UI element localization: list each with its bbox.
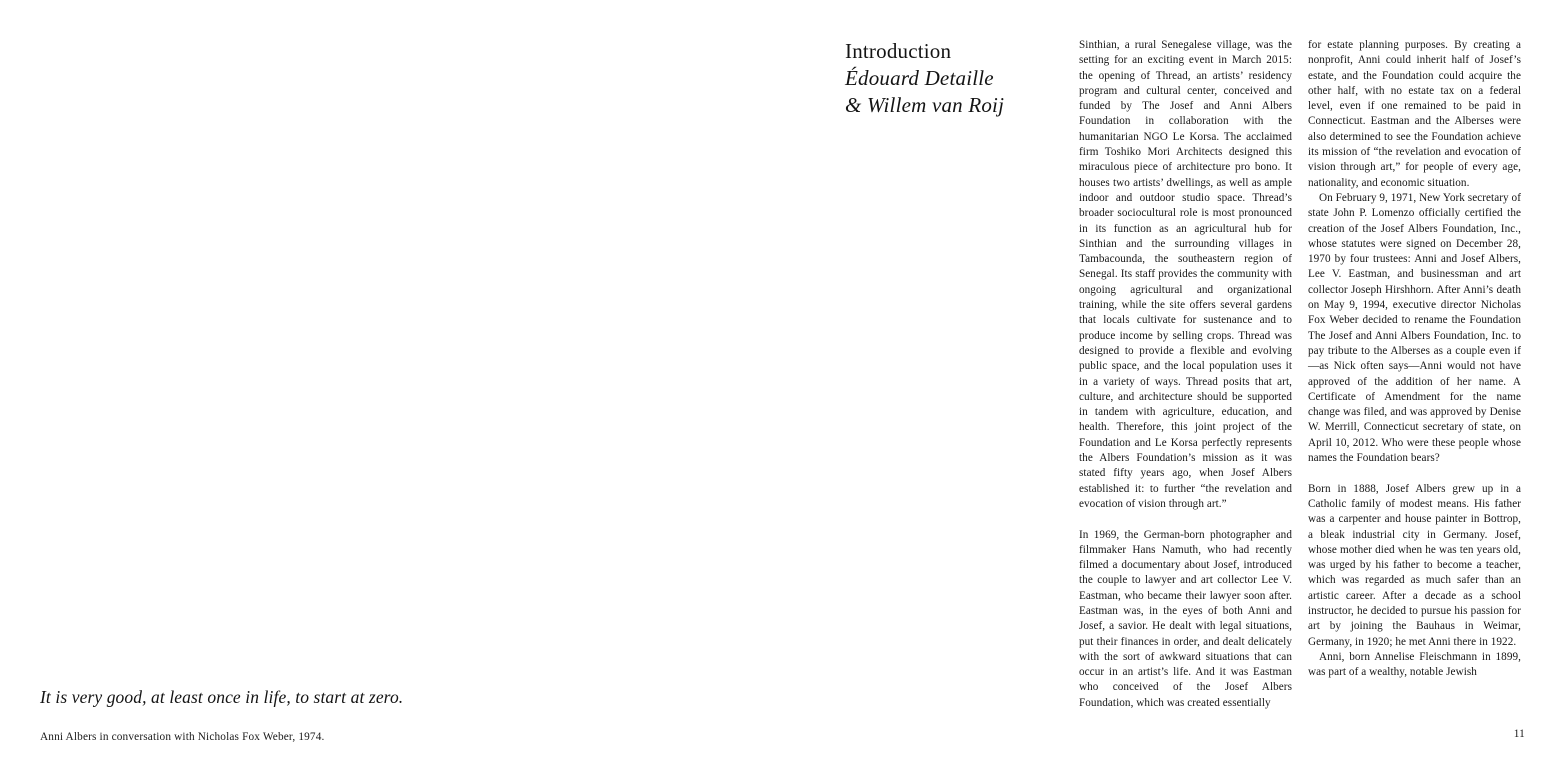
author-line-2: & Willem van Roij [845,92,1005,117]
author-line-1: Édouard Detaille [845,65,994,90]
text-column-2 [1308,38,1521,680]
paragraph: In 1969, the German-born photographer and filmmaker Hans Namuth, who had recently filmed a documentary about Josef, introduced the couple to lawyer and art collector Lee V. Eastman, who became their lawyer soon after. Eastman was, in the eyes of both Anni and Josef, a savior. He dealt with legal situations, put their finances in order, and dealt delicately with the sort of awkward situations that can occur in an artist’s life. And it was Eastman who conceived of the Josef Albers Foundation, which was created essentially [1079,528,1292,709]
page-title: Introduction [845,39,952,63]
paragraph: On February 9, 1971, New York secretary of state John P. Lomenzo officially certified the creation of the Josef Albers Foundation, Inc., whose statutes were signed on December 28, 1970 by four trustees: Anni and Josef Albers, Lee V. Eastman, and businessman and art collector Joseph Hirshhorn. After Anni’s death on May 9, 1994, executive director Nicholas Fox Weber decided to rename the Foundation The Josef and Anni Albers Foundation, Inc. to pay tribute to the Alberses as a couple even if—as Nick often says—Anni would not have approved of the addition of her name. A Certificate of Amendment for the name change was filed, and was approved by Denise W. Merrill, Connecticut secretary of state, on April 10, 2012. Who were these people whose names the Foundation bears? [1308,191,1521,465]
chapter-heading [845,38,1060,119]
paragraph: Sinthian, a rural Senegalese village, was the setting for an exciting event in March 2015: the opening of Thread, an artists’ residency program and cultural center, conceived and funded by The Josef and Anni Albers Foundation in collaboration with the humanitarian NGO Le Korsa. The acclaimed firm Toshiko Mori Architects designed this miraculous piece of architecture pro bono. It houses two artists’ dwellings, as well as ample indoor and outdoor studio space. Thread’s broader sociocultural role is most pronounced in its function as an agricultural hub for Sinthian and the surrounding villages in Tambacounda, the southeastern region of Senegal. Its staff provides the community with ongoing agricultural and organizational training, while the site offers several gardens that locals cultivate for sustenance and to produce income by selling crops. Thread was designed to provide a flexible and evolving public space, and the local population uses it in a variety of ways. Thread posits that art, culture, and architecture should be supported in tandem with agriculture, education, and health. Therefore, this joint project of the Foundation and Le Korsa perfectly represents the Albers Foundation’s mission as it was stated fifty years ago, when Josef Albers established it: to further “the revelation and evocation of vision through art.” [1079,39,1292,510]
epigraph-quote: It is very good, at least once in life, to start at zero. [40,687,404,707]
paragraph: for estate planning purposes. By creating a nonprofit, Anni could inherit half of Josef’s estate, and the Foundation could acquire the other half, with no estate tax on a federal level, even if one remained to be paid in Connecticut. Eastman and the Alberses were also determined to see the Foundation achieve its mission of “the revelation and evocation of vision through art,” for people of every age, nationality, and economic situation. [1308,39,1521,189]
paragraph: Anni, born Annelise Fleischmann in 1899, was part of a wealthy, notable Jewish [1308,650,1521,679]
epigraph-attribution: Anni Albers in conversation with Nicholas Fox Weber, 1974. [40,731,325,743]
page-number: 11 [1513,728,1525,740]
text-column-1 [1079,38,1292,711]
paragraph: Born in 1888, Josef Albers grew up in a Catholic family of modest means. His father was a carpenter and house painter in Bottrop, a bleak industrial city in Germany. Josef, whose mother died when he was ten years old, was urged by his father to become a teacher, which was regarded as much safer than an artistic career. After a decade as a school instructor, he decided to pursue his passion for art by joining the Bauhaus in Weimar, Germany, in 1920; he met Anni there in 1922. [1308,482,1521,648]
